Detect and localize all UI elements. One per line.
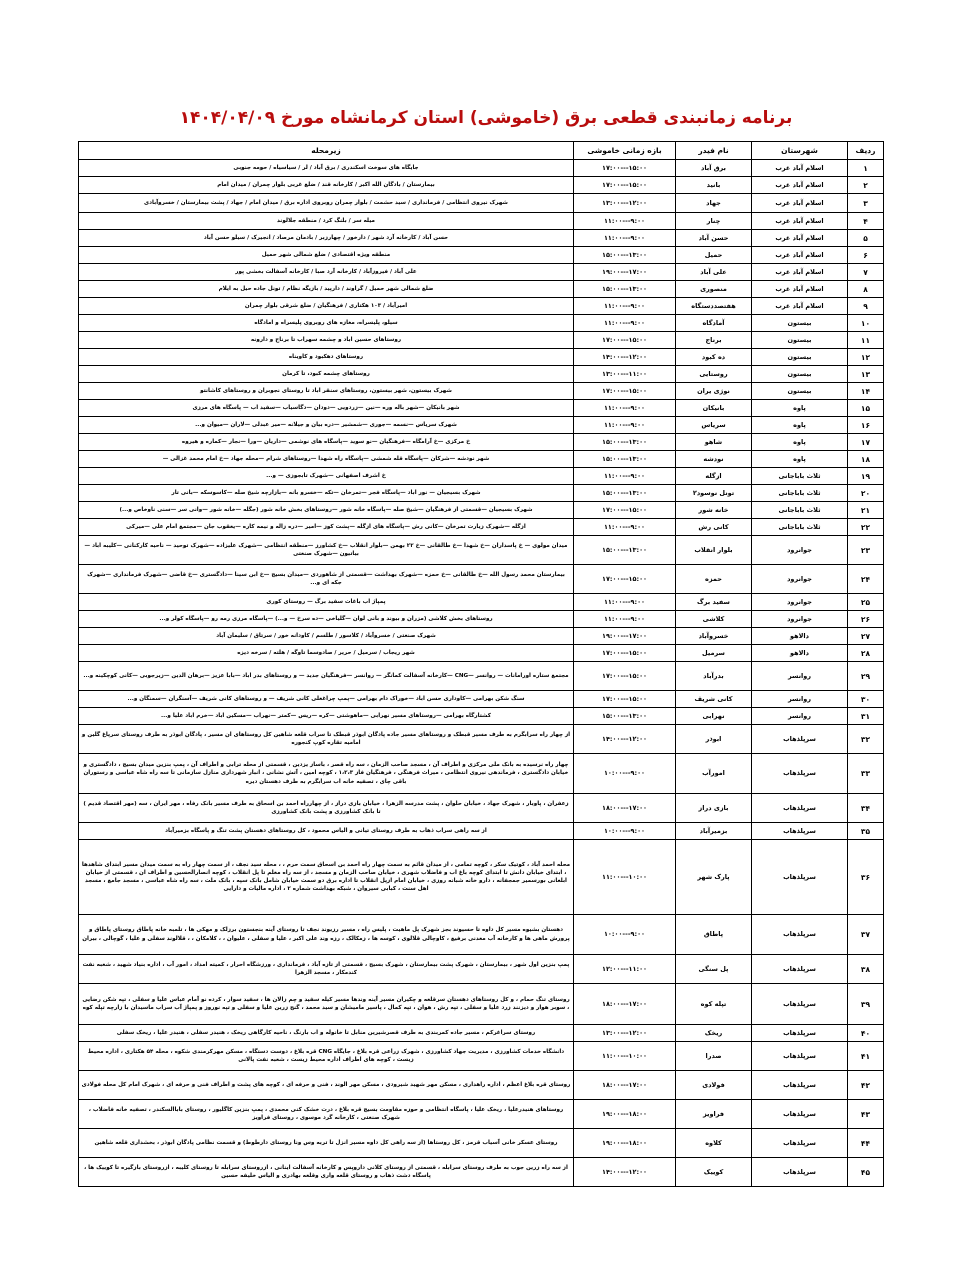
cell-feeder: بلوار انقلاب [676, 536, 752, 565]
table-row [79, 840, 884, 915]
cell-feeder: حمیل [676, 247, 752, 264]
cell-sub-area: میدان مولوی — خ پاسداران —خ شهدا —خ طالقانی —خ ۲۲ بهمن —بلوار انقلاب —خ کشاورز —منطقه انتظامی —شهرک علیزاده —شهرک توحید — ناحیه کارکنانی —کلیبه اباد —بیاتیون —شهرک صنعتی [79, 536, 574, 565]
cell-feeder: نودشه [676, 451, 752, 468]
cell-sub-area: از چهار راه سرابگرم به طرف مسیر قبطک و روستاهای مسیر جاده پادگان ابوذر قبطک تا سراب قلعه شاهین کل روستاهای ان مسیر ، پادگان ابوذر به طرف روستای سرپاغ گلین و امامیه تقاره کوپ کنجوره [79, 725, 574, 754]
cell-city: سرپلذهاب [752, 955, 848, 984]
cell-feeder: پل سنگی [676, 955, 752, 984]
cell-feeder: منصوری [676, 281, 752, 298]
cell-time-range: ۱۵:۰۰---۱۷:۰۰ [574, 502, 676, 519]
cell-feeder: ده کبود [676, 349, 752, 366]
table-row [79, 281, 884, 298]
cell-sub-area: شهر نودشه —شرکان —پاسگاه قله شمشی —پاسگاه راه شهدا —روستاهای شرام —محله جهاد —خ امام محمد غزالی — [79, 451, 574, 468]
cell-sub-area: روستاهای بخش کلاشی (مزران و بیوند و بانی لوان —گلیاخی —ده سرخ — و...) —پاسگاه مرزی رمه رو —پاسگاه کولر و... [79, 611, 574, 628]
cell-time-range: ۱۷:۰۰---۱۸:۰۰ [574, 1071, 676, 1100]
cell-feeder: کلاوه [676, 1129, 752, 1158]
table-row [79, 1071, 884, 1100]
table-row [79, 662, 884, 691]
header-city: شهرستان [752, 142, 848, 160]
cell-city: جوانرود [752, 611, 848, 628]
cell-feeder: بدرآباد [676, 662, 752, 691]
cell-sub-area: کشتارگاه بهرامی —روستاهای مسیر نهرابی —ماهوشتی —کره —ریس —کمتر —نهراب —مسکین اباد —خرم اباد علیا و... [79, 708, 574, 725]
header-feeder: نام فیدر [676, 142, 752, 160]
cell-row-number: ۱۸ [848, 451, 884, 468]
cell-city: جوانرود [752, 594, 848, 611]
cell-time-range: ۹:۰۰---۱۱:۰۰ [574, 611, 676, 628]
cell-city: اسلام آباد غرب [752, 160, 848, 177]
cell-sub-area: از سه راه زرین جوب به طرف روستای سرابله ، قسمتی از روستای کلانی داروپس و کارخانه آسفالت اینانی ، ازروستای سرابله تا روستای کلیبه ، ازروستای بازگیره تا کوییک ها ، پاسگاه دشت ذهاب و روستای قلعه واری وقلعه بهادری و الیاس خلیفه حسین [79, 1158, 574, 1187]
cell-row-number: ۹ [848, 298, 884, 315]
cell-city: بیستون [752, 315, 848, 332]
cell-time-range: ۱۲:۰۰---۱۴:۰۰ [574, 725, 676, 754]
cell-feeder: علی آباد [676, 264, 752, 281]
cell-row-number: ۸ [848, 281, 884, 298]
cell-sub-area: میله سر / بلنگ کرد / منطقه جلالوند [79, 213, 574, 230]
outage-schedule-table [78, 141, 884, 1187]
cell-row-number: ۲۷ [848, 628, 884, 645]
table-row [79, 519, 884, 536]
cell-sub-area: روستای قره بلاغ اعظم ، اداره راهداری ، مسکن مهر شهید شیرودی ، مسکن مهر الوند ، فنی و حرفه ای ، کوچه های پشت و اطراف فنی و حرفه ای ، شهرک امام کل محله فولادی [79, 1071, 574, 1100]
cell-city: ثلاث باباجانی [752, 485, 848, 502]
cell-time-range: ۱۷:۰۰---۱۸:۰۰ [574, 984, 676, 1025]
cell-sub-area: علی آباد / فیروزآباد / کارخانه آرد صبا / کارخانه آسفالت بخشی پور [79, 264, 574, 281]
cell-sub-area: شهرک بسیجیان —قسمتی از فرهنگیان —شیخ صله —پاسگاه خانه شور —روستاهای بخش خانه شور (جگله —خانه شور —وانی سر —سنی ناوخاص و...) [79, 502, 574, 519]
table-body [79, 160, 884, 1187]
cell-city: بیستون [752, 383, 848, 400]
table-row [79, 366, 884, 383]
table-row [79, 264, 884, 281]
cell-time-range: ۱۸:۰۰---۱۹:۰۰ [574, 1129, 676, 1158]
cell-feeder: تپله کوه [676, 984, 752, 1025]
table-row [79, 417, 884, 434]
header-sub-area: زیرمحله [79, 142, 574, 160]
cell-feeder: جهاد [676, 194, 752, 213]
table-row [79, 754, 884, 794]
cell-row-number: ۳۵ [848, 823, 884, 840]
cell-feeder: ریخک [676, 1025, 752, 1042]
cell-city: سرپلذهاب [752, 1129, 848, 1158]
table-row [79, 691, 884, 708]
cell-city: سرپلذهاب [752, 984, 848, 1025]
cell-row-number: ۴۲ [848, 1071, 884, 1100]
page-title: برنامه زمانبندی قطعی برق (خاموشی) استان کرمانشاه مورخ ۱۴۰۴/۰۴/۰۹ [179, 108, 793, 128]
cell-time-range: ۱۵:۰۰---۱۷:۰۰ [574, 691, 676, 708]
cell-city: ثلاث باباجانی [752, 502, 848, 519]
cell-feeder: بانیکان [676, 400, 752, 417]
table-header-row [79, 142, 884, 160]
cell-city: سرپلذهاب [752, 1071, 848, 1100]
table-row [79, 451, 884, 468]
cell-sub-area: روستاهای حسین اباد و چشمه سهراب تا برناج و دارونه [79, 332, 574, 349]
cell-feeder: نهرابی [676, 708, 752, 725]
cell-city: اسلام آباد غرب [752, 247, 848, 264]
table-row [79, 565, 884, 594]
cell-time-range: ۹:۰۰---۱۰:۰۰ [574, 915, 676, 955]
cell-time-range: ۱۲:۰۰---۱۴:۰۰ [574, 1158, 676, 1187]
table-row [79, 1042, 884, 1071]
cell-row-number: ۴۴ [848, 1129, 884, 1158]
cell-sub-area: مجتمع ستاره اورامانات — روانسر —CNG —کارخانه آسفالت کمانگر — روانسر —فرهنگیان جدید — و روستاهای بدر اباد —بابا عزیز —برهان الدین —زیرجوبی —کانی کوچکینه و... [79, 662, 574, 691]
cell-time-range: ۱۲:۰۰---۱۳:۰۰ [574, 1025, 676, 1042]
cell-sub-area: پمپاژ اب باغات سفید برگ — روستای کوری [79, 594, 574, 611]
cell-sub-area: از سه راهی سراب ذهاب به طرف روستای تیانی و الیاس محمود ، کل روستاهای دهستان پشت تنگ و پاسگاه بزمیرآباد [79, 823, 574, 840]
table-row [79, 823, 884, 840]
cell-sub-area: حسن آباد / کارخانه آرد شهر / دارخور / چهارزبر / بادمان مرصاد / انجیرک / سیلو حسن آباد [79, 230, 574, 247]
table-row [79, 177, 884, 194]
cell-city: بیستون [752, 332, 848, 349]
cell-time-range: ۹:۰۰---۱۱:۰۰ [574, 594, 676, 611]
cell-sub-area: چهار راه نرسیده به بانک ملی مرکزی و اطراف آن ، مسجد صاحب الزمان ، سه راه قصر ، باساز یزدین ، قسمتی از محله ترابی و اطراف آن ، پمپ بنزین میدان بسیج ، دادگستری و خیابان دادگستری ، فرماندهی نیروی انتظامی ، میراث فرهنگی ، فرهنگیان فاز ۱،۲،۳ ، کوچه امین ، آتش نشانی ، انبار شهرداری منازل سازمانی تا سه راه شاه عباسی و رستوران باقی چای ، تصفیه خانه اب سرابگرم به طرف دهستان دیره [79, 754, 574, 794]
cell-sub-area: منطقه ویژه اقتصادی / ضلع شمالی شهر حمیل [79, 247, 574, 264]
cell-sub-area: شهرک نیروی انتظامی / فرمانداری / سید حشمت / بلوار چمران روبروی اداره برق / میدان امام / جهاد / پشت بیمارستان / خسروآبادی [79, 194, 574, 213]
cell-row-number: ۲ [848, 177, 884, 194]
cell-city: روانسر [752, 662, 848, 691]
cell-time-range: ۹:۰۰---۱۱:۰۰ [574, 519, 676, 536]
cell-row-number: ۳ [848, 194, 884, 213]
cell-sub-area: بیمارستان محمد رسول الله —خ طالقانی —خ حمزه —شهرک بهداشت —قسمتی از شاهوردی —میدان بسیج —خ ابن سینا —دادگستری —خ قاضی —شهرک فرمانداری —شهرک جکه ای و... [79, 565, 574, 594]
cell-feeder: خانه شور [676, 502, 752, 519]
table-row [79, 468, 884, 485]
cell-city: پاوه [752, 400, 848, 417]
cell-row-number: ۱۴ [848, 383, 884, 400]
cell-city: سرپلذهاب [752, 725, 848, 754]
cell-city: سرپلذهاب [752, 1025, 848, 1042]
cell-city: اسلام آباد غرب [752, 194, 848, 213]
cell-sub-area: روستاهای دهکبود و کاویناه [79, 349, 574, 366]
cell-row-number: ۲۸ [848, 645, 884, 662]
cell-row-number: ۳۷ [848, 915, 884, 955]
cell-time-range: ۱۷:۰۰---۱۹:۰۰ [574, 628, 676, 645]
table-row [79, 794, 884, 823]
cell-city: جوانرود [752, 565, 848, 594]
table-row [79, 298, 884, 315]
cell-feeder: کانی شریف [676, 691, 752, 708]
cell-row-number: ۱۳ [848, 366, 884, 383]
cell-city: سرپلذهاب [752, 840, 848, 915]
cell-time-range: ۱۳:۰۰---۱۵:۰۰ [574, 281, 676, 298]
cell-time-range: ۹:۰۰---۱۰:۰۰ [574, 754, 676, 794]
cell-row-number: ۲۵ [848, 594, 884, 611]
table-row [79, 1100, 884, 1129]
table-row [79, 536, 884, 565]
cell-feeder: چنار [676, 213, 752, 230]
cell-sub-area: پمپ بنزین اول شهر ، بیمارستان ، شهرک پشت بیمارستان ، شهرک بسیج ، قسمتی از تازه آباد ، فرمانداری ، ورزشگاه احرار ، کمیته امداد ، امور آب ، اداره بنیاد شهید ، شعبه نفت کندمکار ، مسجد الزهرا [79, 955, 574, 984]
cell-row-number: ۱۰ [848, 315, 884, 332]
cell-feeder: فراویز [676, 1100, 752, 1129]
table-row [79, 984, 884, 1025]
table-row [79, 434, 884, 451]
cell-feeder: ازگله [676, 468, 752, 485]
cell-feeder: بزمیرآباد [676, 823, 752, 840]
table-row [79, 213, 884, 230]
cell-city: اسلام آباد غرب [752, 298, 848, 315]
cell-sub-area: جایگاه های سوخت اسکندری / برق آباد / لر / سیاسیاه / حومه جنوبی [79, 160, 574, 177]
cell-sub-area: بیمارستان / بادگان الله اکبر / کارخانه قند / ضلع غربی بلوار چمران / میدان امام [79, 177, 574, 194]
table-row [79, 247, 884, 264]
cell-city: پاوه [752, 434, 848, 451]
cell-city: اسلام آباد غرب [752, 213, 848, 230]
cell-row-number: ۲۳ [848, 536, 884, 565]
cell-sub-area: سنگ شکن بهرامی —کاوداری حسن اباد —خوراک دام بهرامی —پمپ چراغعلی کانی شریف — و روستاهای کانی شریف —آسنگران —سمنگان و... [79, 691, 574, 708]
cell-time-range: ۱۲:۰۰---۱۴:۰۰ [574, 349, 676, 366]
cell-feeder: روستایی [676, 366, 752, 383]
cell-sub-area: شهر بانیکان —شهر باله وره —نین —زردویی —دودان —دگاسیاب —سفید اب — پاسگاه های مرزی [79, 400, 574, 417]
cell-feeder: حسن آباد [676, 230, 752, 247]
cell-feeder: آمادگاه [676, 315, 752, 332]
cell-city: دالاهو [752, 628, 848, 645]
cell-row-number: ۳۹ [848, 984, 884, 1025]
table-row [79, 955, 884, 984]
cell-time-range: ۹:۰۰---۱۱:۰۰ [574, 400, 676, 417]
table-row [79, 315, 884, 332]
cell-sub-area: ضلع شمالی شهر حمیل / گراوند / دارپید / بازیگه نظام / تونل جاده حیل به ایلام [79, 281, 574, 298]
cell-time-range: ۱۳:۰۰---۱۵:۰۰ [574, 434, 676, 451]
cell-feeder: برق آباد [676, 160, 752, 177]
cell-sub-area: روستای عسکر خانی آسیاب قرمز ، کل روستاها (از سه راهی کل داوه مسیر انزل تا تربه وس ونا روستای دارطوط) و قسمت نظامی پادگان ابوذر ، بخشداری قلعه شاهین [79, 1129, 574, 1158]
cell-row-number: ۲۰ [848, 485, 884, 502]
table-row [79, 611, 884, 628]
cell-feeder: بازی دراز [676, 794, 752, 823]
cell-row-number: ۱۱ [848, 332, 884, 349]
cell-feeder: کلاشی [676, 611, 752, 628]
cell-feeder: برناج [676, 332, 752, 349]
cell-feeder: ابوذر [676, 725, 752, 754]
cell-city: ثلاث باباجانی [752, 468, 848, 485]
cell-city: اسلام آباد غرب [752, 177, 848, 194]
cell-city: سرپلذهاب [752, 1158, 848, 1187]
cell-time-range: ۱۵:۰۰---۱۷:۰۰ [574, 177, 676, 194]
cell-sub-area: امیرآباد / ۱۰۳ هکتاری / فرهنگیان / ضلع شرقی بلوار چمران [79, 298, 574, 315]
cell-city: اسلام آباد غرب [752, 230, 848, 247]
cell-row-number: ۱۵ [848, 400, 884, 417]
cell-time-range: ۱۲:۰۰---۱۳:۰۰ [574, 194, 676, 213]
table-row [79, 645, 884, 662]
cell-feeder: سریاس [676, 417, 752, 434]
cell-sub-area: روستای تنگ حمام ، و کل روستاهای دهستان سرقلعه و چکیران مسیر آینه وندها مسیر کیله سفید و چم زالان ها ، سفید سوار ، کرده نو آمام عباس علیا و سفلی ، تپه شکن رضایی ، سوبر هوار و دیزنند زرد علیا و سفلی ، تپه رش ، هوان ، تپه کمال ، پاسیر مامیشان و سید محمد ، گنج زرین علیا و سفلی و تپه نوروز و پمپاژ آب سراب ماسیدان با زارچه تپله کوه [79, 984, 574, 1025]
cell-sub-area: محله احمد آباد ، کوتیک سکر ، کوچه تمامی ، از میدان قائم به سمت چهار راه احمد بن اسحاق سمت حرم ، ، محله سید نجف ، از سمت چهار راه به سمت میدان مسیر ابتدای شاهدها ، ابتدای خیابان دانش تا ابتدای کوچه باغ اب و فاضلاب شهری ، خیابان صاحب الزمان و مسجد ، از سه راه معلم تا پل انقلاب ، کوچه انصارالحسین و اطراف ان ، قسمتی از خیابان ابلغانی بورسمیر جمجفانه ، دارو خانه شبانه روزی ، خیابان امام ازپل انقلاب تا اداره برق دو سمت خیابان شامل بانک سپه ، بانک ملت ، سه راه شاه عباسی ، مسجد جامع ، مسجد اهل سنت ، کبابی سیروان ، شبکه بهداشت شماره ۲ ، اداره مالیات و دارایی [79, 840, 574, 915]
table-row [79, 349, 884, 366]
cell-time-range: ۱۳:۰۰---۱۵:۰۰ [574, 247, 676, 264]
cell-time-range: ۱۵:۰۰---۱۷:۰۰ [574, 160, 676, 177]
cell-city: ثلاث باباجانی [752, 519, 848, 536]
table-row [79, 194, 884, 213]
cell-row-number: ۵ [848, 230, 884, 247]
cell-sub-area: شهرک سریاس —نسمه —جوری —شمشیر —دره بیان و جیلانه —میر عبدلی —لاران —میوان و... [79, 417, 574, 434]
cell-sub-area: شهر ریجاب / سرمیل / حریر / صادوسما تاوگه / هلته / سرخه دیزه [79, 645, 574, 662]
cell-row-number: ۲۶ [848, 611, 884, 628]
cell-feeder: کوییک [676, 1158, 752, 1187]
cell-feeder: نوژی یران [676, 383, 752, 400]
cell-row-number: ۴۰ [848, 1025, 884, 1042]
cell-time-range: ۱۵:۰۰---۱۷:۰۰ [574, 662, 676, 691]
cell-sub-area: دانشگاه خدمات کشاورزی ، مدیریت جهاد کشاورزی ، شهرک زراعی قره بلاغ ، جایگاه CNG قره بلاغ ، دوست دستگاه ، مسکن مهرکرمندی شکوه ، محله ۵۴ هکتاری ، اداره محیط زیست ، کوچه های اطراف اداره محیط زیست ، شعبه نفت پالانی [79, 1042, 574, 1071]
cell-feeder: بانید [676, 177, 752, 194]
cell-time-range: ۱۵:۰۰---۱۷:۰۰ [574, 332, 676, 349]
table-row [79, 628, 884, 645]
cell-row-number: ۱۹ [848, 468, 884, 485]
table-row [79, 725, 884, 754]
cell-time-range: ۱۷:۰۰---۱۹:۰۰ [574, 264, 676, 281]
table-row [79, 1025, 884, 1042]
cell-feeder: سرمیل [676, 645, 752, 662]
cell-row-number: ۳۴ [848, 794, 884, 823]
table-row [79, 230, 884, 247]
cell-row-number: ۳۰ [848, 691, 884, 708]
table-row [79, 383, 884, 400]
cell-row-number: ۱ [848, 160, 884, 177]
table-row [79, 1129, 884, 1158]
cell-sub-area: روستای سراغرکم ، مسیر جاده کمربندی به طرف قصرشیرین منابل تا خانوله و اب بارنگ ، ناحیه کارگاهی ریخک ، هنیدر سفلی ، هنیدر علیا ، ریخک سفلی [79, 1025, 574, 1042]
cell-feeder: سفید برگ [676, 594, 752, 611]
cell-sub-area: ازگله —شهرک زیارت تمرخان —کانی رش —پاسگاه های ازگله —پشت کوز —امیر —دره زاله و نیمه کاره —یعقوب جان —مجتمع امام علی —میرکی [79, 519, 574, 536]
cell-time-range: ۹:۰۰---۱۱:۰۰ [574, 417, 676, 434]
cell-feeder: تونل نوسود۲ [676, 485, 752, 502]
cell-city: سرپلذهاب [752, 915, 848, 955]
cell-feeder: هفتصددستگاه [676, 298, 752, 315]
cell-city: اسلام آباد غرب [752, 281, 848, 298]
cell-sub-area: شهرک صنعتی / خسروآباد / کلاسور / طلسم / کاودانه خور / سرتاق / سلیمان آباد [79, 628, 574, 645]
cell-row-number: ۴۳ [848, 1100, 884, 1129]
cell-sub-area: سیلو، پلیسراه، مغازه های روبروی پلیسراه و امادگاه [79, 315, 574, 332]
cell-time-range: ۱۸:۰۰---۱۹:۰۰ [574, 1100, 676, 1129]
cell-row-number: ۶ [848, 247, 884, 264]
cell-time-range: ۱۳:۰۰---۱۵:۰۰ [574, 451, 676, 468]
cell-row-number: ۲۲ [848, 519, 884, 536]
cell-row-number: ۴۵ [848, 1158, 884, 1187]
cell-time-range: ۹:۰۰---۱۱:۰۰ [574, 213, 676, 230]
cell-row-number: ۱۶ [848, 417, 884, 434]
cell-time-range: ۱۳:۰۰---۱۵:۰۰ [574, 708, 676, 725]
cell-time-range: ۱۰:۰۰---۱۱:۰۰ [574, 840, 676, 915]
cell-feeder: کانی رش [676, 519, 752, 536]
header-row-number: ردیف [848, 142, 884, 160]
cell-city: دالاهو [752, 645, 848, 662]
header-time-range: بازه زمانی خاموشی [574, 142, 676, 160]
cell-sub-area: خ اشرف اصفهانی —شهرک تابجوزی — و... [79, 468, 574, 485]
cell-row-number: ۷ [848, 264, 884, 281]
cell-row-number: ۳۸ [848, 955, 884, 984]
cell-time-range: ۹:۰۰---۱۱:۰۰ [574, 468, 676, 485]
cell-sub-area: روستاهای هنیدرعلیا ، ریخک علیا ، پاسگاه انتظامی و حوزه مقاومت بسیج قره بلاغ ، درت خشک کنی محمدی ، پمپ بنزین کاگلیور ، روستای باباالسکندر ، تصفیه خانه فاضلاب ، شهرک صنعتی ، کارخانه گرد موسوی ، روستای فراویز [79, 1100, 574, 1129]
cell-city: پاوه [752, 417, 848, 434]
table-row [79, 502, 884, 519]
cell-city: سرپلذهاب [752, 794, 848, 823]
cell-city: سرپلذهاب [752, 1042, 848, 1071]
cell-city: روانسر [752, 708, 848, 725]
cell-row-number: ۱۷ [848, 434, 884, 451]
cell-sub-area: خ مرکزی —خ آرامگاه —فرهنگیان —نو سوید —پاسگاه های نوشمی —داریان —ورا —نجار —کماره و هیروه [79, 434, 574, 451]
cell-feeder: خسروآباد [676, 628, 752, 645]
cell-city: بیستون [752, 366, 848, 383]
cell-time-range: ۱۷:۰۰---۱۸:۰۰ [574, 794, 676, 823]
cell-city: سرپلذهاب [752, 1100, 848, 1129]
cell-city: جوانرود [752, 536, 848, 565]
table-row [79, 332, 884, 349]
cell-time-range: ۹:۰۰---۱۰:۰۰ [574, 823, 676, 840]
cell-row-number: ۳۱ [848, 708, 884, 725]
table-row [79, 485, 884, 502]
cell-sub-area: شهرک بیستون، شهر بیستون، روستاهای سنقر اباد تا روستای نجوبران و روستاهای کاشانتو [79, 383, 574, 400]
cell-time-range: ۹:۰۰---۱۱:۰۰ [574, 298, 676, 315]
cell-row-number: ۲۱ [848, 502, 884, 519]
cell-row-number: ۴۱ [848, 1042, 884, 1071]
cell-sub-area: دهستان بشیوه مسیر کل داوه تا حسیوند بجز شهرک پل ماهیت ، پلیس راه ، مسیر رزیوند نجف تا روستای آینه بنجستون برزلک و مهکی ها ، تلمبه خانه پاطاق روستای پاطاق و پرورش ماهی ها و کارخانه آب معدنی برفیع ، کاوچالی قلالوی ، کوسه ها ، زمکالک ، رزه وند علی اکبر ، علیا و سفلی ، علیوان ، ، کلامکان ، ، قلالوند سفلی و علیا ، گوچالی ، بیران [79, 915, 574, 955]
cell-sub-area: شهرک بسیجیان — نور اباد —پاسگاه فجر —تمرخان —تکه —خسرو بانه —بازارچه شیخ صله —کاسوسکه —بانی تار [79, 485, 574, 502]
cell-city: سرپلذهاب [752, 754, 848, 794]
cell-time-range: ۱۱:۰۰---۱۲:۰۰ [574, 955, 676, 984]
cell-feeder: فولادی [676, 1071, 752, 1100]
cell-time-range: ۹:۰۰---۱۱:۰۰ [574, 315, 676, 332]
cell-row-number: ۳۶ [848, 840, 884, 915]
cell-time-range: ۹:۰۰---۱۱:۰۰ [574, 230, 676, 247]
cell-city: سرپلذهاب [752, 823, 848, 840]
cell-city: روانسر [752, 691, 848, 708]
cell-city: اسلام آباد غرب [752, 264, 848, 281]
cell-feeder: شاهو [676, 434, 752, 451]
cell-row-number: ۳۳ [848, 754, 884, 794]
table-row [79, 708, 884, 725]
cell-city: بیستون [752, 349, 848, 366]
table-row [79, 594, 884, 611]
cell-city: پاوه [752, 451, 848, 468]
cell-sub-area: زعفران ، پاوبار ، شهرک جهاد ، خیابان حلوان ، پشت مدرسه الزهرا ، خیابان بازی دراز ، از چهارراه احمد بن اسحاق به طرف مسیر بانک رفاه ، مهر ایران ، سه (مهر اقتصاد قدیم ) تا بانک کشاورزی و پشت بانک کشاورزی [79, 794, 574, 823]
table-row [79, 1158, 884, 1187]
cell-time-range: ۱۵:۰۰---۱۷:۰۰ [574, 645, 676, 662]
table-row [79, 915, 884, 955]
cell-row-number: ۲۹ [848, 662, 884, 691]
table-row [79, 160, 884, 177]
cell-row-number: ۳۲ [848, 725, 884, 754]
cell-time-range: ۱۱:۰۰---۱۳:۰۰ [574, 366, 676, 383]
cell-time-range: ۱۰:۰۰---۱۱:۰۰ [574, 1042, 676, 1071]
cell-row-number: ۲۴ [848, 565, 884, 594]
cell-feeder: پارک شهر [676, 840, 752, 915]
cell-feeder: امورآب [676, 754, 752, 794]
cell-time-range: ۱۵:۰۰---۱۷:۰۰ [574, 565, 676, 594]
cell-feeder: حمزه [676, 565, 752, 594]
cell-feeder: صدرا [676, 1042, 752, 1071]
cell-feeder: پاطاق [676, 915, 752, 955]
table-row [79, 400, 884, 417]
cell-time-range: ۱۵:۰۰---۱۷:۰۰ [574, 383, 676, 400]
cell-sub-area: روستاهای چشمه کبود، تا کرمان [79, 366, 574, 383]
cell-time-range: ۱۳:۰۰---۱۵:۰۰ [574, 485, 676, 502]
cell-row-number: ۴ [848, 213, 884, 230]
cell-time-range: ۱۳:۰۰---۱۵:۰۰ [574, 536, 676, 565]
cell-row-number: ۱۲ [848, 349, 884, 366]
